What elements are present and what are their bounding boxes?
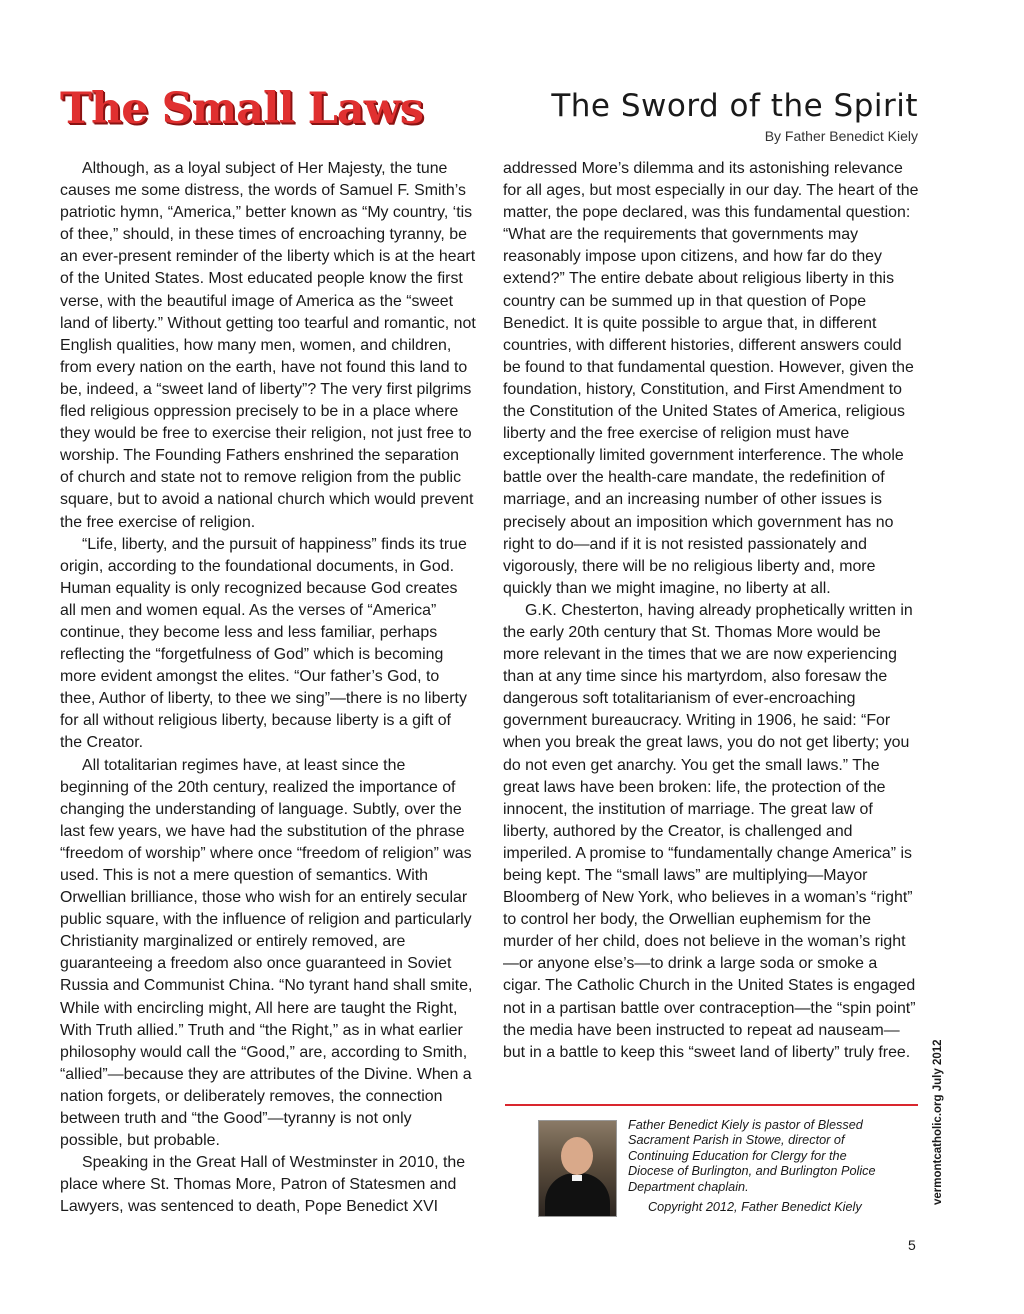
article-headline: The Small Laws	[60, 84, 423, 134]
paragraph: Although, as a loyal subject of Her Majesty, the tune causes me some distress, the words of Samuel F. Smith’s patriotic hymn, “America,” better known as “My country, ‘tis of thee,” should, in these times of encroaching tyranny, be an ever-present reminder of the liberty which is at the heart of the United States. Most educated people know the first verse, with the beautiful image of America as the “sweet land of liberty.” Without getting too tearful and romantic, not English qualities, how many men, women, and children, from every nation on the earth, have not found this land to be, indeed, a “sweet land of liberty”? The very first pilgrims fled religious oppression precisely to be in a place where they would be free to exercise their religion, not just free to worship. The Founding Fathers enshrined the separation of church and state not to remove religion from the public square, but to avoid a national church which would prevent the free exercise of religion.	[60, 160, 476, 531]
author-bio: Father Benedict Kiely is pastor of Blessed Sacrament Parish in Stowe, director of Continuing Education for Clergy for the Diocese of Burlington, and Burlington Police Department chaplain.	[628, 1118, 876, 1194]
author-photo	[538, 1120, 617, 1217]
paragraph: addressed More’s dilemma and its astonishing relevance for all ages, but most especially in our day. The heart of the matter, the pope declared, was this fundamental question: “What are the requirements that governments may reasonably impose upon citizens, and how far do they extend?” The entire debate about religious liberty in this country can be summed up in that question of Pope Benedict. It is quite possible to argue that, in different countries, with different histories, different answers could be found to that fundamental question. However, given the foundation, history, Constitution, and First Amendment to the Constitution of the United States of America, religious liberty and the free exercise of religion must have exceptionally limited government interference. The whole battle over the health-care mandate, the redefinition of marriage, and an increasing number of other issues is precisely about an imposition which government has no right to do—and if it is not resisted passionately and vigorously, there will be no religious liberty and, more quickly than we might imagine, no liberty at all.	[503, 160, 919, 597]
side-credit: vermontcatholic.org July 2012	[932, 1039, 944, 1205]
paragraph: G.K. Chesterton, having already prophetically written in the early 20th century that St. Thomas More would be more relevant in the times that we are now experiencing than at any time since his martyrdom, also foresaw the dangerous soft totalitarianism of ever-encroaching government bureaucracy. Writing in 1906, he said: “For when you break the great laws, you do not get liberty; you do not even get anarchy. You get the small laws.” The great laws have been broken: life, the protection of the innocent, the institution of marriage. The great law of liberty, authored by the Creator, is challenged and imperiled. A promise to “fundamentally change America” is being kept. The “small laws” are multiplying—Mayor Bloomberg of New York, who believes in a woman’s “right” to control her body, the Orwellian euphemism for the murder of her child, does not believe in the woman’s right—or anyone else’s—to drink a large soda or smoke a cigar. The Catholic Church in the United States is engaged not in a partisan battle over contraception—the “spin point” the media have been instructed to repeat ad nauseam—but in a battle to keep this “sweet land of liberty” truly free.	[503, 601, 916, 1061]
divider-rule	[505, 1104, 918, 1106]
body-column-left	[60, 158, 476, 1219]
body-column-right	[503, 158, 919, 1064]
paragraph: “Life, liberty, and the pursuit of happiness” finds its true origin, according to the foundational documents, in God. Human equality is only recognized because God creates all men and women equal. As the verses of “America” continue, they become less and less familiar, perhaps reflecting the “forgetfulness of God” which is becoming more evident amongst the elites. “Our father’s God, to thee, Author of liberty, to thee we sing”—there is no liberty for all without religious liberty, because liberty is a gift of the Creator.	[60, 535, 467, 752]
byline: By Father Benedict Kiely	[764, 128, 918, 144]
page-number: 5	[908, 1237, 916, 1253]
copyright-notice: Copyright 2012, Father Benedict Kiely	[648, 1200, 862, 1214]
paragraph: All totalitarian regimes have, at least since the beginning of the 20th century, realized the importance of changing the understanding of language. Subtly, over the last few years, we have had the substitution of the phrase “freedom of worship” where once “freedom of religion” was used. This is not a mere question of semantics. With Orwellian brilliance, those who wish for an entirely secular public square, with the influence of religion and particularly Christianity marginalized or entirely removed, are guaranteeing a freedom also once guaranteed in Soviet Russia and Communist China. “No tyrant hand shall smite, While with encircling might, All here are taught the Right, With Truth allied.” Truth and “the Right,” as in what earlier philosophy would call the “Good,” are, according to Smith, “allied”—because they are attributes of the Divine. When a nation forgets, or deliberately removes, the connection between truth and “the Good”—tyranny is not only possible, but probable.	[60, 756, 473, 1150]
column-title: The Sword of the Spirit	[551, 88, 918, 124]
paragraph: Speaking in the Great Hall of Westminster in 2010, the place where St. Thomas More, Patron of Statesmen and Lawyers, was sentenced to death, Pope Benedict XVI	[60, 1154, 466, 1216]
